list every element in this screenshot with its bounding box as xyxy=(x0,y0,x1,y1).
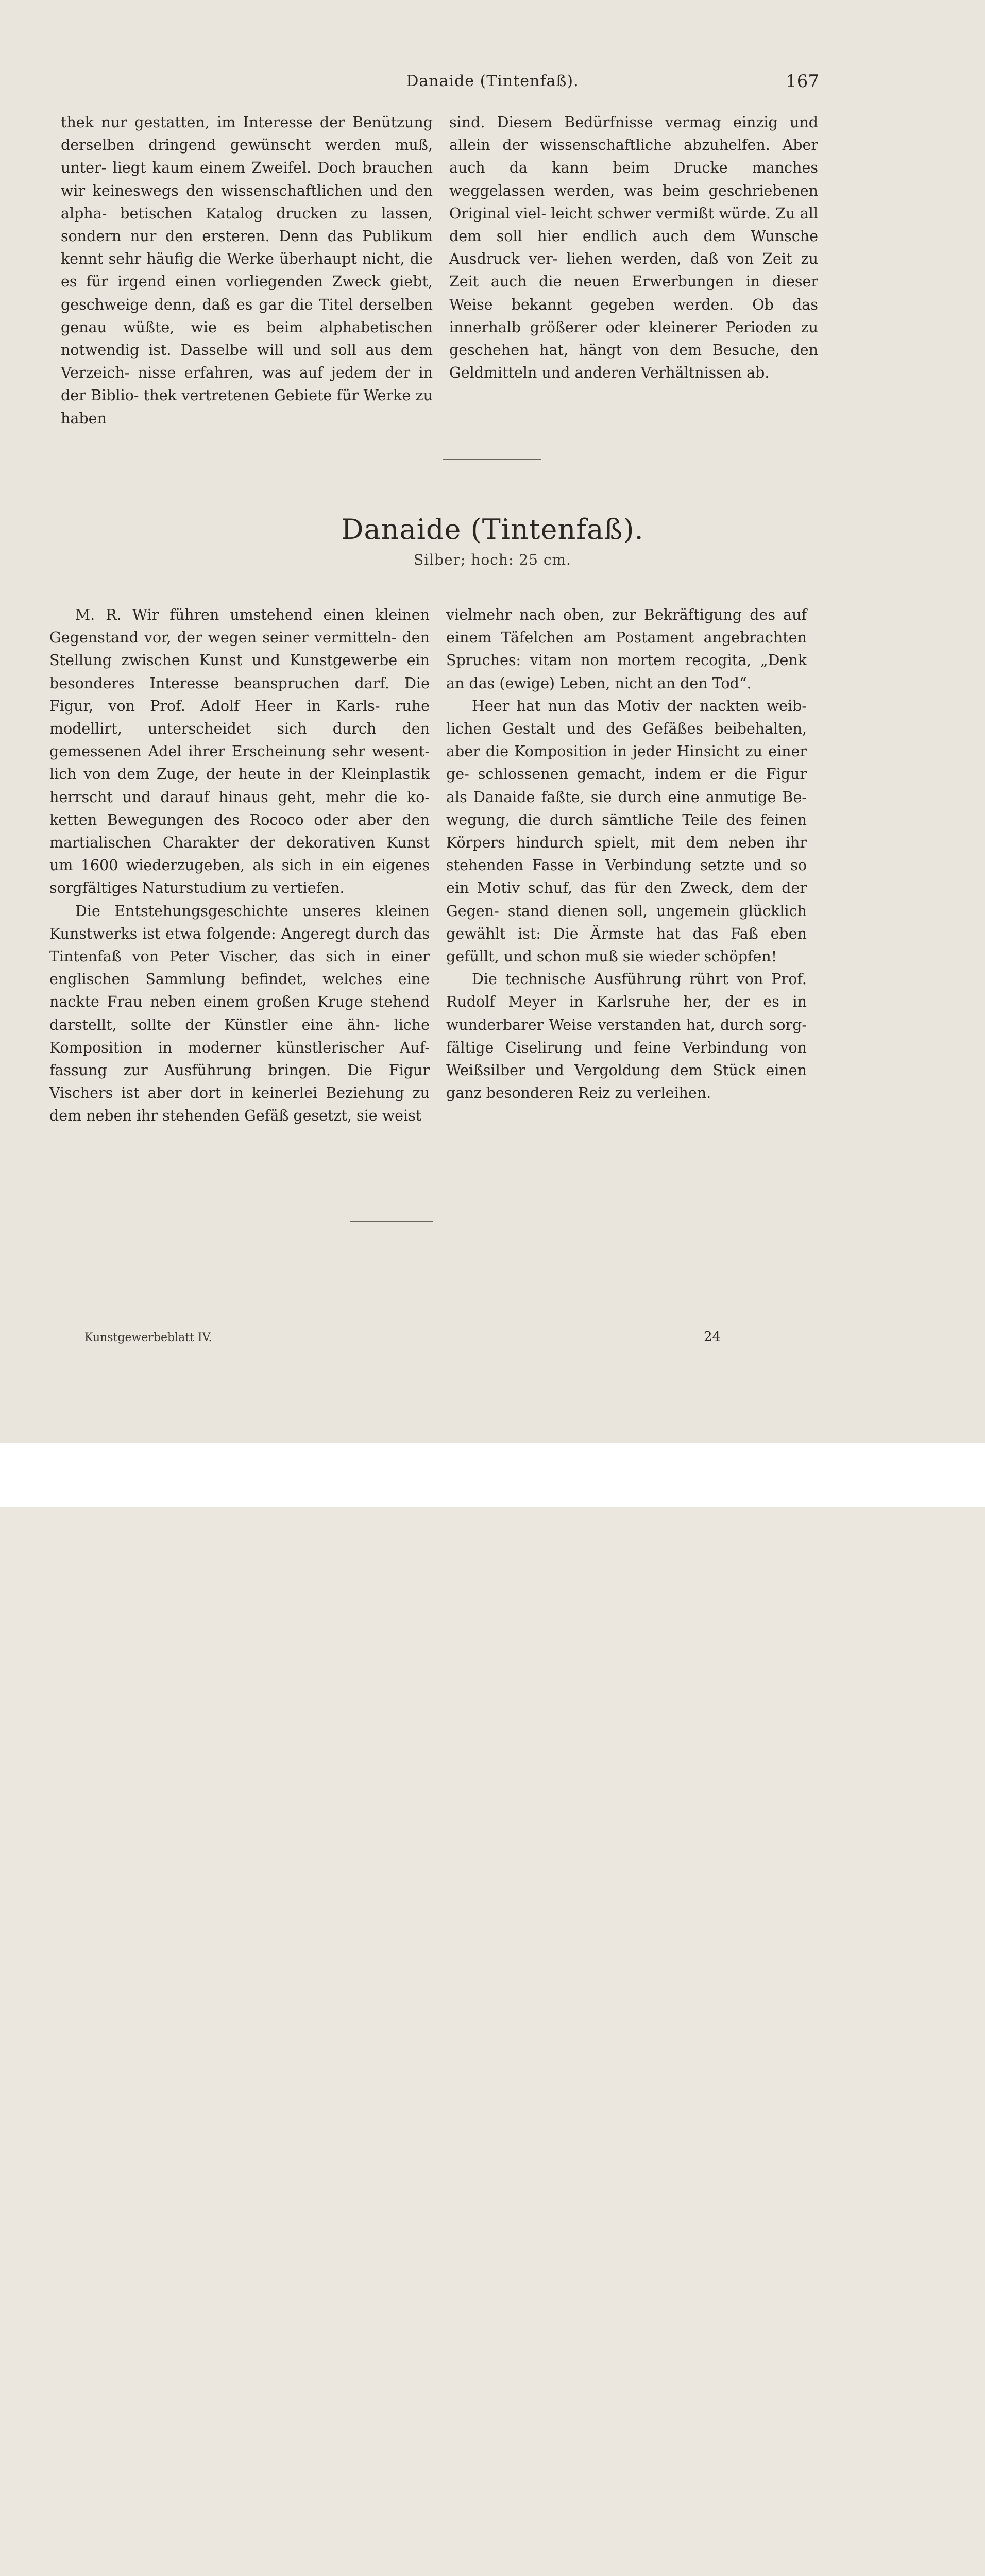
article-subtitle: Silber; hoch: 25 cm. xyxy=(414,551,571,568)
article-right-column xyxy=(446,604,807,1105)
paragraph: Die Entstehungsgeschichte unseres kleinen Kunstwerks ist etwa folgende: Angeregt durch das Tintenfaß von Peter Vischer, das sich in einer englischen Sammlung befindet, welches eine nackte Frau neben einem großen Kruge stehend darstellt, sollte der Künstler eine ähn- liche Komposition in moderner künstlerischer Auf- fassung zur Ausführung bringen. Die Figur Vischers ist aber dort in keinerlei Beziehung zu dem neben ihr stehenden Gefäß gesetzt, sie weist xyxy=(49,902,430,1125)
paragraph: M. R. Wir führen umstehend einen kleinen Gegenstand vor, der wegen seiner vermitteln- den Stellung zwischen Kunst und Kunstgewerbe ein besonderes Interesse beanspruchen darf. Die Figur, von Prof. Adolf Heer in Karls- ruhe modellirt, unterscheidet sich durch den gemessenen Adel ihrer Erscheinung sehr wesent- lich von dem Zuge, der heute in der Kleinplastik herrscht und darauf hinaus geht, mehr die ko- ketten Bewegungen des Rococo oder aber den martialischen Charakter der dekorativen Kunst um 1600 wiederzugeben, als sich in ein eigenes sorgfältiges Naturstudium zu vertiefen. xyxy=(49,606,430,897)
signature-mark: Kunstgewerbeblatt IV. xyxy=(84,1331,212,1344)
paragraph: Heer hat nun das Motiv der nackten weib- lichen Gestalt und des Gefäßes beibehalten, aber die Komposition in jeder Hinsicht zu einer ge- schlossenen gemacht, indem er die Figur als Danaide faßte, sie durch eine anmutige Be- wegung, die durch sämtliche Teile des feinen Körpers hindurch spielt, mit dem neben ihr stehenden Fasse in Verbindung setzte und so ein Motiv schuf, das für den Zweck, dem der Gegen- stand dienen soll, ungemein glücklich gewählt ist: Die Ärmste hat das Faß eben gefüllt, und schon muß sie wieder schöpfen! xyxy=(446,697,807,965)
article-title: Danaide (Tintenfaß). xyxy=(341,513,644,546)
running-head: Danaide (Tintenfaß). xyxy=(406,72,579,90)
page-number: 167 xyxy=(786,71,819,92)
digitization-banner xyxy=(0,1443,985,1507)
article-left-column xyxy=(49,604,430,1128)
paragraph: sind. Diesem Bedürfnisse vermag einzig und allein der wissenschaftliche abzuhelfen. Aber auch da kann beim Drucke manches weggelassen werden, was beim geschriebenen Original viel- leicht schwer vermißt würde. Zu all dem soll hier endlich auch dem Wunsche Ausdruck ver- liehen werden, daß von Zeit zu Zeit auch die neuen Erwerbungen in dieser Weise bekannt gegeben werden. Ob das innerhalb größerer oder kleinerer Perioden zu geschehen hat, hängt von dem Besuche, den Geldmitteln und anderen Verhältnissen ab. xyxy=(449,114,818,382)
paragraph: thek nur gestatten, im Interesse der Benützung derselben dringend gewünscht werden muß, unter- liegt kaum einem Zweifel. Doch brauchen wir keineswegs den wissenschaftlichen und den alpha- betischen Katalog drucken zu lassen, sondern nur den ersteren. Denn das Publikum kennt sehr häufig die Werke überhaupt nicht, die es für irgend einen vorliegenden Zweck giebt, geschweige denn, daß es gar die Titel derselben genau wüßte, wie es beim alphabetischen notwendig ist. Dasselbe will und soll aus dem Verzeich- nisse erfahren, was auf jedem der in der Biblio- thek vertretenen Gebiete für Werke zu haben xyxy=(61,114,433,427)
section-divider xyxy=(443,459,541,460)
end-divider xyxy=(350,1221,433,1222)
paragraph: Die technische Ausführung rührt von Prof. Rudolf Meyer in Karlsruhe her, der es in wunderbarer Weise verstanden hat, durch sorg- fältige Ciselirung und feine Verbindung von Weißsilber und Vergoldung dem Stück einen ganz besonderen Reiz zu verleihen. xyxy=(446,971,807,1102)
top-left-column xyxy=(61,111,433,430)
top-right-column xyxy=(449,111,818,384)
paragraph: vielmehr nach oben, zur Bekräftigung des auf einem Täfelchen am Postament angebrachten Spruches: vitam non mortem recogita, „Denk an das (ewige) Leben, nicht an den Tod“. xyxy=(446,606,807,692)
sheet-number: 24 xyxy=(704,1329,721,1345)
